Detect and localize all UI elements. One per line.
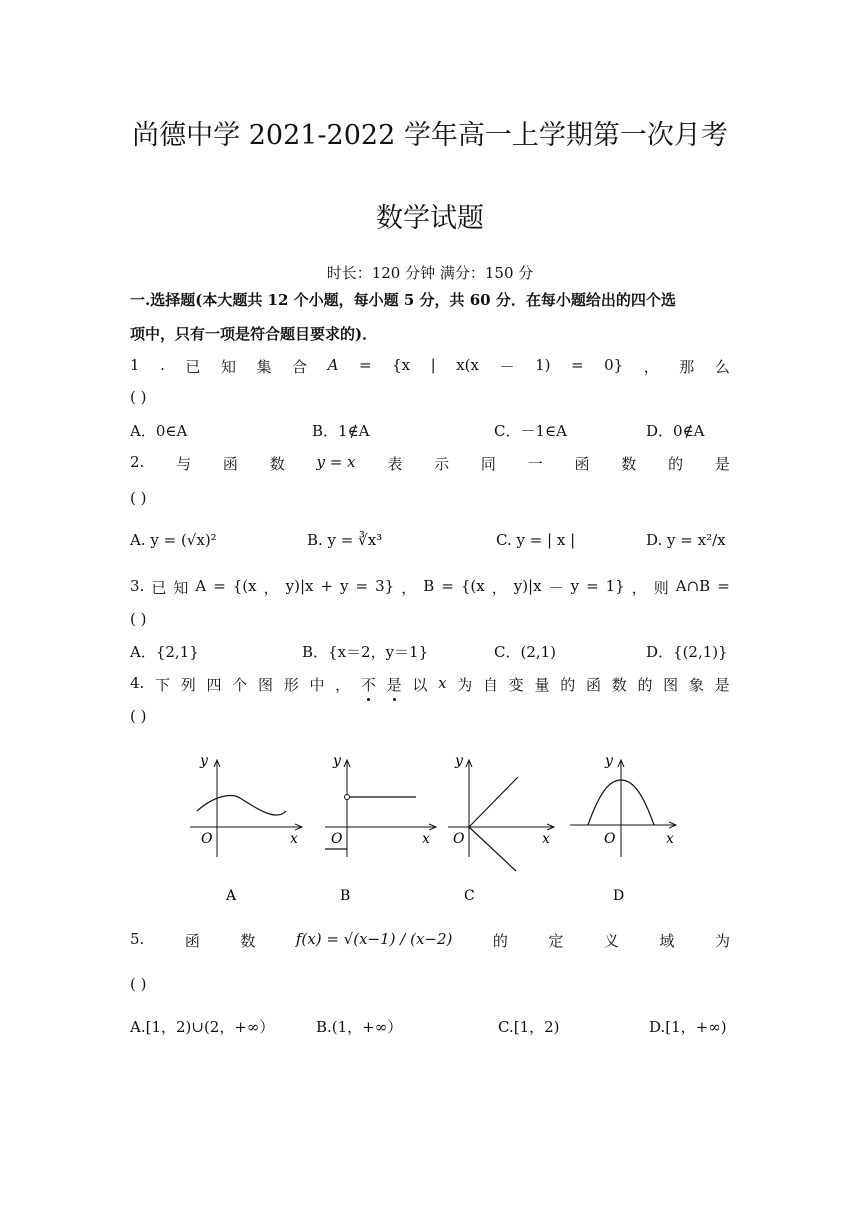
- q1-option-d: D．0∉A: [646, 422, 705, 440]
- graph-c-y-label: y: [455, 753, 463, 769]
- q4-token: 个: [232, 676, 248, 694]
- q3-token: B: [423, 577, 435, 595]
- graph-a-curve: [197, 796, 286, 815]
- graph-b-open-point: [345, 795, 350, 800]
- graph-a-origin-label: O: [201, 831, 213, 847]
- q1-token: 么: [714, 358, 730, 376]
- question-3-blank: ( ): [130, 610, 147, 628]
- q4-token: 函: [585, 676, 601, 694]
- q3-token: =: [213, 577, 226, 595]
- q1-token: A: [327, 356, 339, 374]
- q4-token: 图: [663, 676, 679, 694]
- q4-token: 中: [309, 676, 325, 694]
- q4-graphs: [180, 745, 700, 905]
- q5-token: 定: [548, 932, 564, 950]
- q3-token: =: [586, 577, 599, 595]
- graph-b-origin-label: O: [331, 831, 343, 847]
- question-2-blank: ( ): [130, 489, 147, 507]
- exam-subtitle: 数学试题: [376, 203, 484, 234]
- graph-a-label: A: [226, 888, 237, 904]
- q1-token: 1): [535, 356, 551, 374]
- section-heading-line1: 一.选择题(本大题共 12 个小题，每小题 5 分，共 60 分．在每小题给出的四个选: [130, 291, 676, 309]
- graph-b-y-label: y: [333, 753, 341, 769]
- question-5-stem: [130, 930, 730, 951]
- q2-token: 一: [527, 455, 543, 473]
- q3-token: ，: [631, 579, 647, 597]
- q1-token: =: [358, 356, 372, 374]
- graph-a: [190, 753, 302, 904]
- q4-token: 的: [560, 676, 576, 694]
- q4-token-emphasis: 是: [386, 676, 402, 694]
- q5-token: 数: [240, 932, 256, 950]
- q4-token-emphasis: 不: [360, 676, 376, 694]
- q2-token: 2.: [130, 453, 145, 471]
- question-3-stem: [130, 577, 730, 598]
- q1-token: 合: [292, 358, 308, 376]
- exam-meta: 时长：120 分钟 满分：150 分: [326, 264, 534, 282]
- question-2-stem: [130, 453, 730, 474]
- graph-b: [325, 753, 436, 904]
- q3-option-c: C．(2,1): [494, 643, 557, 661]
- question-5-blank: ( ): [130, 975, 147, 993]
- q3-token: 3.: [130, 577, 145, 595]
- q5-token: 函: [184, 932, 200, 950]
- q4-token: 是: [714, 676, 730, 694]
- question-4-blank: ( ): [130, 707, 147, 725]
- q2-token: y = x: [316, 453, 356, 471]
- q3-token: －: [548, 579, 564, 597]
- q5-option-a: A.[1，2)∪(2，+∞）: [130, 1018, 275, 1036]
- q3-token: 1}: [605, 577, 625, 595]
- q1-token: ，: [643, 358, 659, 376]
- q4-token: 变: [508, 676, 524, 694]
- graph-c-label: C: [464, 888, 475, 904]
- q2-token: 函: [574, 455, 590, 473]
- q3-token: 3}: [375, 577, 395, 595]
- q1-token: 知: [220, 358, 236, 376]
- q1-option-a: A．0∈A: [130, 422, 188, 440]
- graph-c-lower-ray: [469, 827, 516, 871]
- q1-option-b: B．1∉A: [312, 422, 370, 440]
- q3-token: +: [320, 577, 334, 595]
- q1-token: 集: [256, 358, 272, 376]
- q5-function-formula: f(x) = √(x−1) / (x−2): [295, 930, 453, 948]
- q2-token: 是: [714, 455, 730, 473]
- q1-token: 0}: [604, 356, 624, 374]
- q2-token: 表: [387, 455, 403, 473]
- graph-d-x-label: x: [666, 831, 674, 847]
- q5-token: 5.: [130, 930, 145, 948]
- q1-token: {x: [392, 356, 411, 374]
- q4-token: 自: [483, 676, 499, 694]
- q5-token: 义: [603, 932, 619, 950]
- q2-option-c: C. y = | x |: [496, 531, 576, 549]
- q5-option-c: C.[1，2): [498, 1018, 560, 1036]
- q3-token: y: [340, 577, 349, 595]
- q2-option-b: B. y = ∛x³: [307, 531, 383, 549]
- q4-token: 以: [412, 676, 428, 694]
- exam-title: 尚德中学 2021-2022 学年高一上学期第一次月考: [132, 120, 728, 151]
- graph-a-x-label: x: [290, 831, 298, 847]
- graph-d-label: D: [613, 888, 625, 904]
- q2-option-d: D. y = x²/x: [646, 531, 726, 549]
- q5-option-b: B.(1，+∞）: [316, 1018, 403, 1036]
- q3-option-b: B．{x＝2，y＝1}: [302, 643, 429, 661]
- q3-token: {(x: [460, 577, 485, 595]
- q1-token: |: [430, 356, 436, 374]
- q1-option-c: C．－1∈A: [494, 422, 567, 440]
- q1-token: x(x: [456, 356, 479, 374]
- q3-token: y)|x: [513, 577, 542, 595]
- q2-token: 示: [434, 455, 450, 473]
- q3-token: 则: [653, 579, 669, 597]
- q3-option-d: D．{(2,1)}: [646, 643, 728, 661]
- q4-token: 象: [688, 676, 704, 694]
- q1-token: －: [499, 358, 515, 376]
- q1-token: =: [571, 356, 584, 374]
- q4-token: 列: [180, 676, 196, 694]
- question-4-stem: [130, 674, 730, 695]
- q2-token: 函: [222, 455, 238, 473]
- q3-token: ，: [491, 579, 507, 597]
- q4-token: 图: [257, 676, 273, 694]
- graph-a-y-label: y: [200, 753, 208, 769]
- graph-c: [448, 753, 554, 904]
- graph-c-x-label: x: [542, 831, 550, 847]
- q2-token: 的: [668, 455, 684, 473]
- q5-option-d: D.[1，+∞): [649, 1018, 727, 1036]
- graph-d-y-label: y: [605, 753, 613, 769]
- graph-b-x-label: x: [422, 831, 430, 847]
- graph-d-origin-label: O: [604, 831, 616, 847]
- q2-token: 同: [480, 455, 496, 473]
- q3-token: 已: [151, 579, 167, 597]
- graph-c-origin-label: O: [453, 831, 465, 847]
- q4-token: ，: [335, 676, 351, 694]
- q5-token: 为: [714, 932, 730, 950]
- q5-token: 域: [659, 932, 675, 950]
- q3-token: A∩B: [675, 577, 711, 595]
- q3-token: {(x: [232, 577, 257, 595]
- q3-token: =: [441, 577, 454, 595]
- q5-token: 的: [492, 932, 508, 950]
- q1-token: .: [160, 356, 165, 374]
- q4-token: 四: [206, 676, 222, 694]
- q4-token: 下: [155, 676, 171, 694]
- q3-token: =: [717, 577, 730, 595]
- q1-token: 那: [679, 358, 695, 376]
- q2-token: 与: [176, 455, 192, 473]
- q3-token: 知: [173, 579, 189, 597]
- q4-token: 4.: [130, 674, 145, 692]
- q2-option-a: A. y = (√x)²: [130, 531, 217, 549]
- q1-token: 1: [130, 356, 140, 374]
- graph-d: [570, 753, 676, 904]
- q2-token: 数: [269, 455, 285, 473]
- q3-option-a: A．{2,1}: [130, 643, 199, 661]
- q4-token: x: [438, 674, 447, 692]
- q4-token: 数: [611, 676, 627, 694]
- question-1-blank: ( ): [130, 388, 147, 406]
- section-heading-line2: 项中，只有一项是符合题目要求的)．: [130, 325, 378, 343]
- q2-token: 数: [621, 455, 637, 473]
- q4-token: 量: [534, 676, 550, 694]
- q3-token: y: [570, 577, 580, 595]
- q3-token: y)|x: [285, 577, 314, 595]
- q3-token: A: [195, 577, 207, 595]
- graph-b-label: B: [340, 888, 351, 904]
- question-1-stem: [130, 356, 730, 377]
- graph-c-upper-ray: [469, 777, 518, 827]
- q1-token: 已: [185, 358, 201, 376]
- q4-token: 为: [457, 676, 473, 694]
- q3-token: ，: [263, 579, 279, 597]
- q3-token: ，: [401, 579, 417, 597]
- q4-token: 形: [283, 676, 299, 694]
- q3-token: =: [355, 577, 369, 595]
- q4-token: 的: [637, 676, 653, 694]
